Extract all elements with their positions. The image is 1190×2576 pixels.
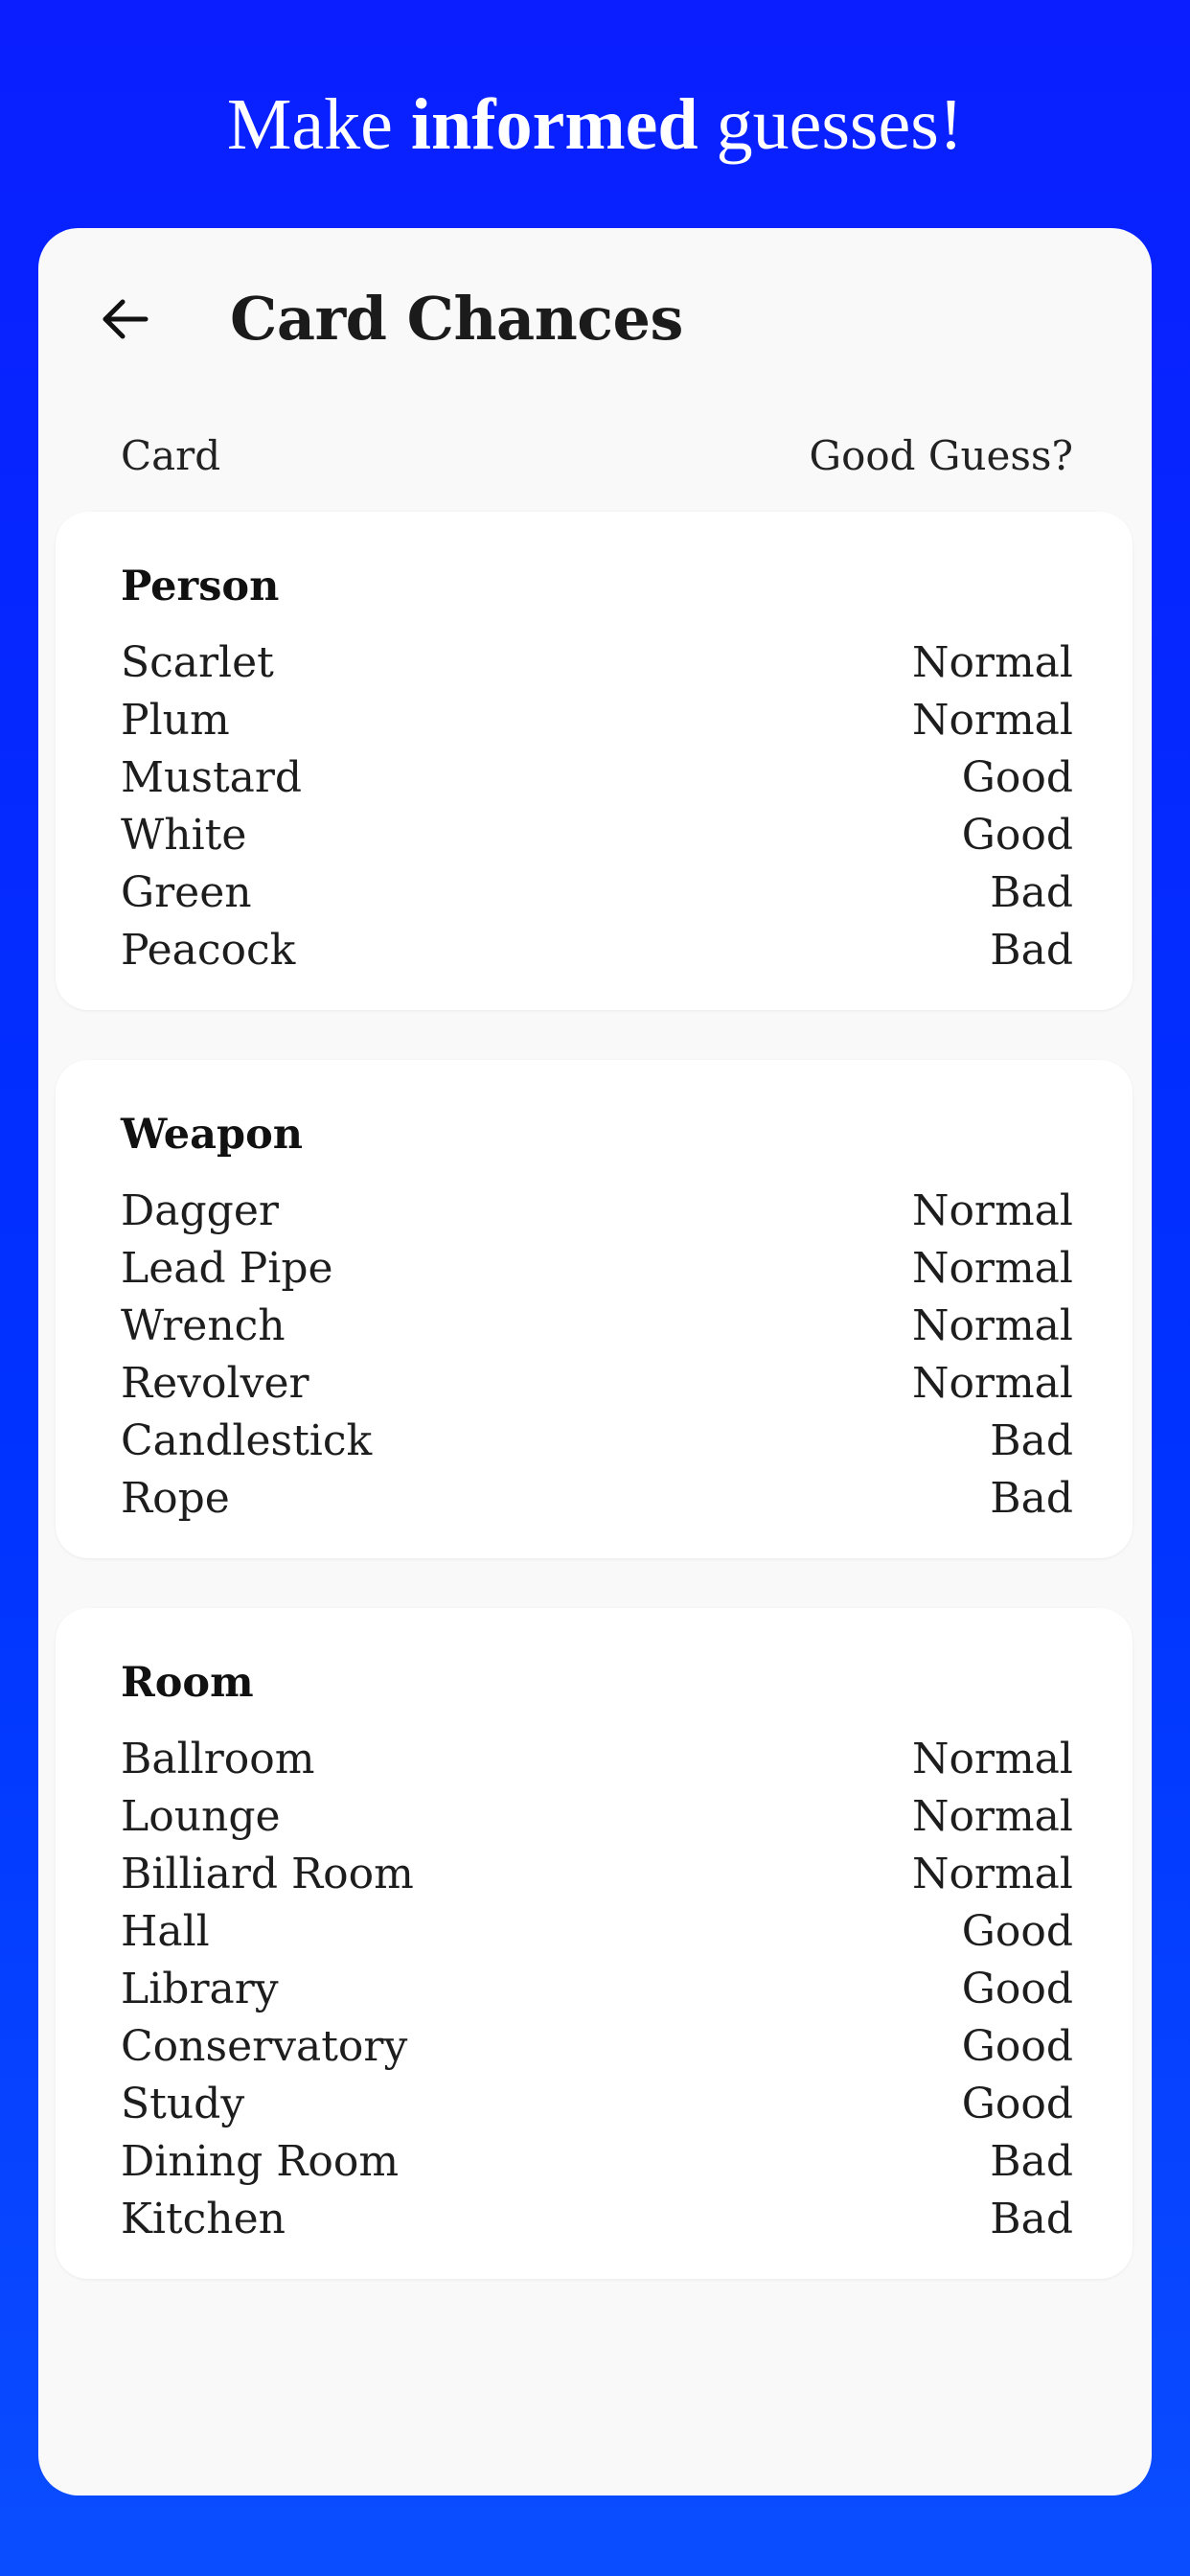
card-name: Mustard bbox=[121, 753, 303, 802]
card-name: Conservatory bbox=[121, 2022, 408, 2071]
card-row[interactable] bbox=[121, 1413, 1073, 1470]
card-row[interactable] bbox=[121, 1470, 1073, 1528]
card-row[interactable] bbox=[121, 1903, 1073, 1961]
guess-rating: Normal bbox=[911, 1359, 1073, 1408]
column-headers bbox=[121, 429, 1073, 483]
headline-text-bold: informed bbox=[410, 84, 698, 165]
section-room bbox=[56, 1608, 1133, 2279]
promo-headline bbox=[0, 79, 1190, 171]
guess-rating: Normal bbox=[911, 1792, 1073, 1841]
guess-rating: Bad bbox=[990, 926, 1073, 975]
card-row[interactable] bbox=[121, 749, 1073, 807]
card-name: Kitchen bbox=[121, 2195, 286, 2243]
card-name: Dining Room bbox=[121, 2137, 400, 2186]
card-row[interactable] bbox=[121, 1298, 1073, 1355]
card-name: Lounge bbox=[121, 1792, 281, 1841]
card-row[interactable] bbox=[121, 1240, 1073, 1298]
guess-rating: Normal bbox=[911, 696, 1073, 745]
guess-rating: Normal bbox=[911, 1735, 1073, 1783]
column-header-card: Card bbox=[121, 432, 221, 479]
headline-text-before: Make bbox=[226, 84, 411, 165]
guess-rating: Normal bbox=[911, 638, 1073, 687]
page-title: Card Chances bbox=[230, 284, 683, 354]
card-row[interactable] bbox=[121, 2018, 1073, 2076]
card-name: Hall bbox=[121, 1907, 210, 1956]
card-name: Plum bbox=[121, 696, 230, 745]
card-list bbox=[121, 634, 1073, 979]
section-title: Room bbox=[121, 1659, 254, 1707]
card-name: Study bbox=[121, 2080, 245, 2128]
card-row[interactable] bbox=[121, 2191, 1073, 2248]
card-row[interactable] bbox=[121, 1961, 1073, 2018]
card-name: Lead Pipe bbox=[121, 1244, 333, 1293]
guess-rating: Good bbox=[961, 1907, 1073, 1956]
card-name: White bbox=[121, 811, 247, 860]
card-list bbox=[121, 1731, 1073, 2248]
section-person bbox=[56, 512, 1133, 1010]
card-row[interactable] bbox=[121, 1846, 1073, 1903]
guess-rating: Bad bbox=[990, 1474, 1073, 1523]
card-name: Billiard Room bbox=[121, 1850, 414, 1898]
guess-rating: Good bbox=[961, 2080, 1073, 2128]
arrow-left-icon bbox=[96, 290, 153, 348]
card-list bbox=[121, 1183, 1073, 1528]
card-name: Ballroom bbox=[121, 1735, 315, 1783]
card-row[interactable] bbox=[121, 1788, 1073, 1846]
card-name: Scarlet bbox=[121, 638, 274, 687]
card-name: Peacock bbox=[121, 926, 296, 975]
guess-rating: Normal bbox=[911, 1244, 1073, 1293]
guess-rating: Bad bbox=[990, 2137, 1073, 2186]
card-name: Rope bbox=[121, 1474, 230, 1523]
card-row[interactable] bbox=[121, 807, 1073, 864]
card-row[interactable] bbox=[121, 1183, 1073, 1240]
card-name: Green bbox=[121, 868, 252, 917]
card-row[interactable] bbox=[121, 692, 1073, 749]
card-row[interactable] bbox=[121, 2133, 1073, 2191]
section-weapon bbox=[56, 1060, 1133, 1558]
card-row[interactable] bbox=[121, 1731, 1073, 1788]
card-name: Dagger bbox=[121, 1186, 279, 1235]
card-row[interactable] bbox=[121, 1355, 1073, 1413]
card-name: Library bbox=[121, 1965, 279, 2013]
card-name: Wrench bbox=[121, 1301, 286, 1350]
card-name: Candlestick bbox=[121, 1416, 373, 1465]
guess-rating: Good bbox=[961, 811, 1073, 860]
guess-rating: Good bbox=[961, 2022, 1073, 2071]
card-row[interactable] bbox=[121, 922, 1073, 979]
card-name: Revolver bbox=[121, 1359, 309, 1408]
column-header-good-guess: Good Guess? bbox=[809, 432, 1073, 479]
headline-text-after: guesses! bbox=[698, 84, 964, 165]
card-row[interactable] bbox=[121, 2076, 1073, 2133]
guess-rating: Normal bbox=[911, 1850, 1073, 1898]
section-title: Person bbox=[121, 563, 280, 610]
guess-rating: Normal bbox=[911, 1186, 1073, 1235]
app-bar bbox=[38, 266, 1152, 372]
guess-rating: Bad bbox=[990, 868, 1073, 917]
section-title: Weapon bbox=[121, 1111, 304, 1159]
guess-rating: Good bbox=[961, 753, 1073, 802]
card-row[interactable] bbox=[121, 864, 1073, 922]
guess-rating: Bad bbox=[990, 1416, 1073, 1465]
card-row[interactable] bbox=[121, 634, 1073, 692]
guess-rating: Good bbox=[961, 1965, 1073, 2013]
guess-rating: Normal bbox=[911, 1301, 1073, 1350]
back-button[interactable] bbox=[96, 290, 153, 348]
guess-rating: Bad bbox=[990, 2195, 1073, 2243]
app-screen bbox=[38, 228, 1152, 2496]
